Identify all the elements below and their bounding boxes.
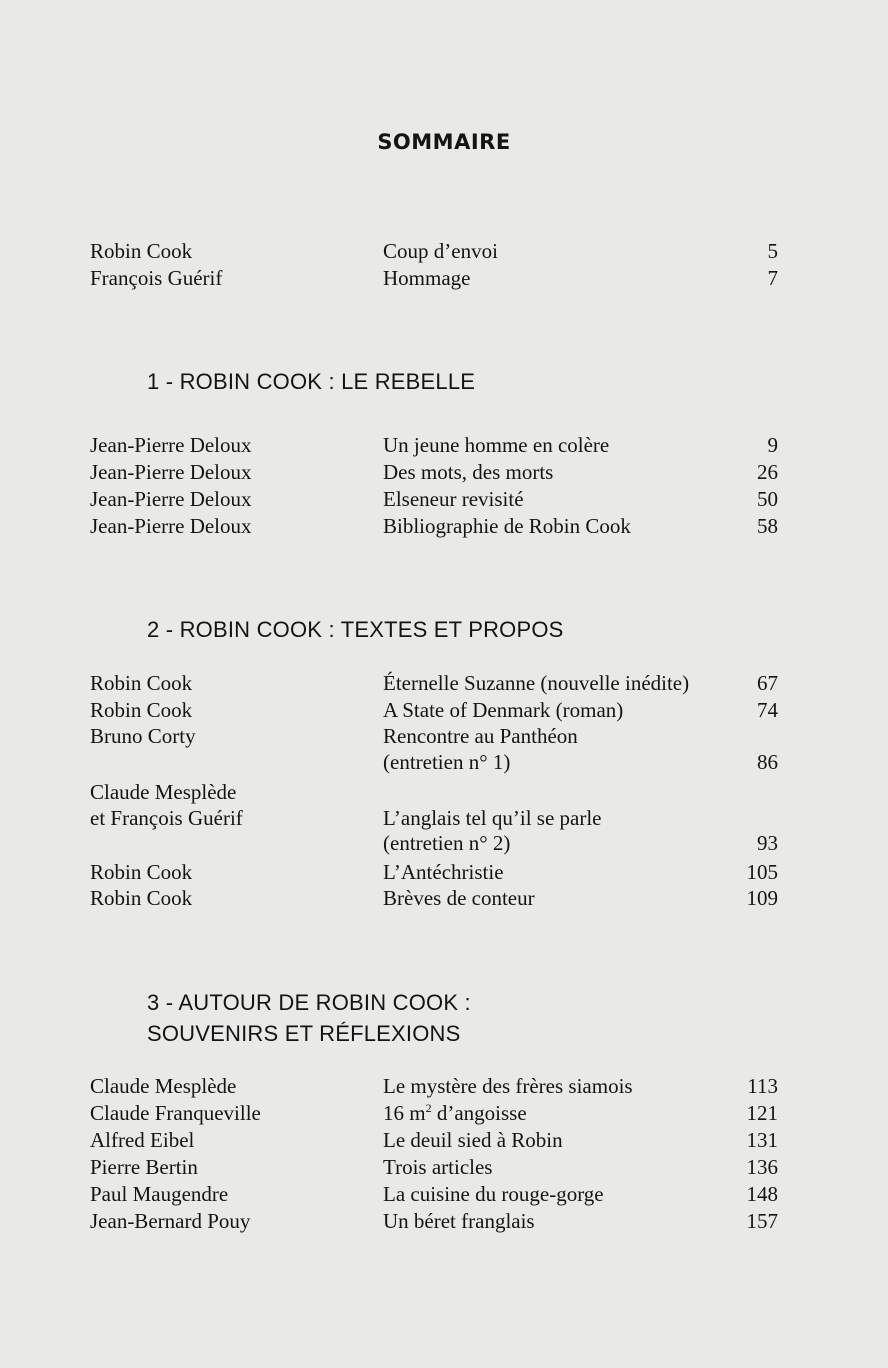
entry-title: L’anglais tel qu’il se parle — [383, 806, 602, 830]
entry-author: Claude Franqueville — [90, 1101, 261, 1125]
entry-author: Claude Mesplède — [90, 780, 237, 804]
section-heading-line2: SOUVENIRS ET RÉFLEXIONS — [147, 1021, 461, 1046]
entry-author: Jean-Pierre Deloux — [90, 514, 252, 538]
entry-title: Un jeune homme en colère — [383, 433, 610, 457]
page-title: SOMMAIRE — [377, 130, 511, 154]
entry-author: Robin Cook — [90, 860, 193, 884]
entry-author: Robin Cook — [90, 671, 193, 695]
entry-title: (entretien n° 1) — [383, 750, 511, 774]
entry-page: 148 — [746, 1182, 778, 1206]
entry-title: Un béret franglais — [383, 1209, 535, 1233]
entry-title — [383, 1100, 527, 1127]
entry-page: 26 — [757, 460, 778, 484]
entry-author: Alfred Eibel — [90, 1128, 195, 1152]
entry-page: 67 — [757, 671, 778, 695]
section-heading: 3 - AUTOUR DE ROBIN COOK : — [147, 990, 471, 1015]
toc-entry — [0, 1181, 888, 1208]
entry-author: Bruno Corty — [90, 724, 196, 748]
toc-entry — [0, 779, 888, 806]
entry-author: Robin Cook — [90, 698, 193, 722]
entry-title-text: d’angoisse — [431, 1101, 527, 1125]
toc-entry — [0, 805, 888, 832]
toc-entry — [0, 697, 888, 724]
toc-entry — [0, 238, 888, 265]
toc-entry — [0, 723, 888, 750]
toc-entry — [0, 885, 888, 912]
toc-entry — [0, 1100, 888, 1127]
toc-entry — [0, 670, 888, 697]
toc-entry — [0, 830, 888, 857]
section-heading: 2 - ROBIN COOK : TEXTES ET PROPOS — [147, 617, 564, 642]
entry-title: Le deuil sied à Robin — [383, 1128, 563, 1152]
toc-entry — [0, 486, 888, 513]
toc-entry — [0, 1127, 888, 1154]
entry-author: Claude Mesplède — [90, 1074, 237, 1098]
entry-page: 131 — [746, 1128, 778, 1152]
entry-author: Robin Cook — [90, 239, 193, 263]
entry-title: A State of Denmark (roman) — [383, 698, 624, 722]
section-heading: 1 - ROBIN COOK : LE REBELLE — [147, 369, 476, 394]
toc-entry — [0, 265, 888, 292]
entry-page: 9 — [767, 433, 778, 457]
toc-entry — [0, 459, 888, 486]
entry-page: 109 — [746, 886, 778, 910]
entry-page: 105 — [746, 860, 778, 884]
entry-title: Brèves de conteur — [383, 886, 535, 910]
entry-page: 93 — [757, 831, 778, 855]
entry-title: L’Antéchristie — [383, 860, 504, 884]
toc-entry — [0, 432, 888, 459]
entry-title: Éternelle Suzanne (nouvelle inédite) — [383, 671, 690, 695]
entry-title: Des mots, des morts — [383, 460, 554, 484]
entry-page: 74 — [757, 698, 778, 722]
entry-author: Jean-Pierre Deloux — [90, 433, 252, 457]
entry-page: 136 — [746, 1155, 778, 1179]
entry-title: La cuisine du rouge-gorge — [383, 1182, 604, 1206]
entry-page: 121 — [746, 1101, 778, 1125]
entry-title: Le mystère des frères siamois — [383, 1074, 633, 1098]
toc-entry — [0, 1208, 888, 1235]
entry-title: Bibliographie de Robin Cook — [383, 514, 631, 538]
entry-page: 113 — [747, 1074, 778, 1098]
entry-author: Pierre Bertin — [90, 1155, 198, 1179]
entry-author: Paul Maugendre — [90, 1182, 229, 1206]
entry-page: 7 — [767, 266, 778, 290]
toc-entry — [0, 749, 888, 776]
superscript-exponent: 2 — [425, 1101, 432, 1115]
entry-author: Jean-Pierre Deloux — [90, 460, 252, 484]
entry-page: 50 — [757, 487, 778, 511]
entry-page: 157 — [746, 1209, 778, 1233]
entry-author: et François Guérif — [90, 806, 243, 830]
entry-author: Jean-Bernard Pouy — [90, 1209, 251, 1233]
entry-author: Jean-Pierre Deloux — [90, 487, 252, 511]
entry-author: François Guérif — [90, 266, 223, 290]
toc-entry — [0, 859, 888, 886]
entry-title: Coup d’envoi — [383, 239, 498, 263]
entry-title: Rencontre au Panthéon — [383, 724, 578, 748]
entry-title: Elseneur revisité — [383, 487, 524, 511]
entry-title-text: 16 m — [383, 1101, 426, 1125]
entry-page: 5 — [767, 239, 778, 263]
entry-page: 86 — [757, 750, 778, 774]
toc-entry — [0, 513, 888, 540]
entry-title: Trois articles — [383, 1155, 493, 1179]
entry-page: 58 — [757, 514, 778, 538]
toc-entry — [0, 1073, 888, 1100]
entry-author: Robin Cook — [90, 886, 193, 910]
entry-title: (entretien n° 2) — [383, 831, 511, 855]
entry-title: Hommage — [383, 266, 471, 290]
toc-entry — [0, 1154, 888, 1181]
